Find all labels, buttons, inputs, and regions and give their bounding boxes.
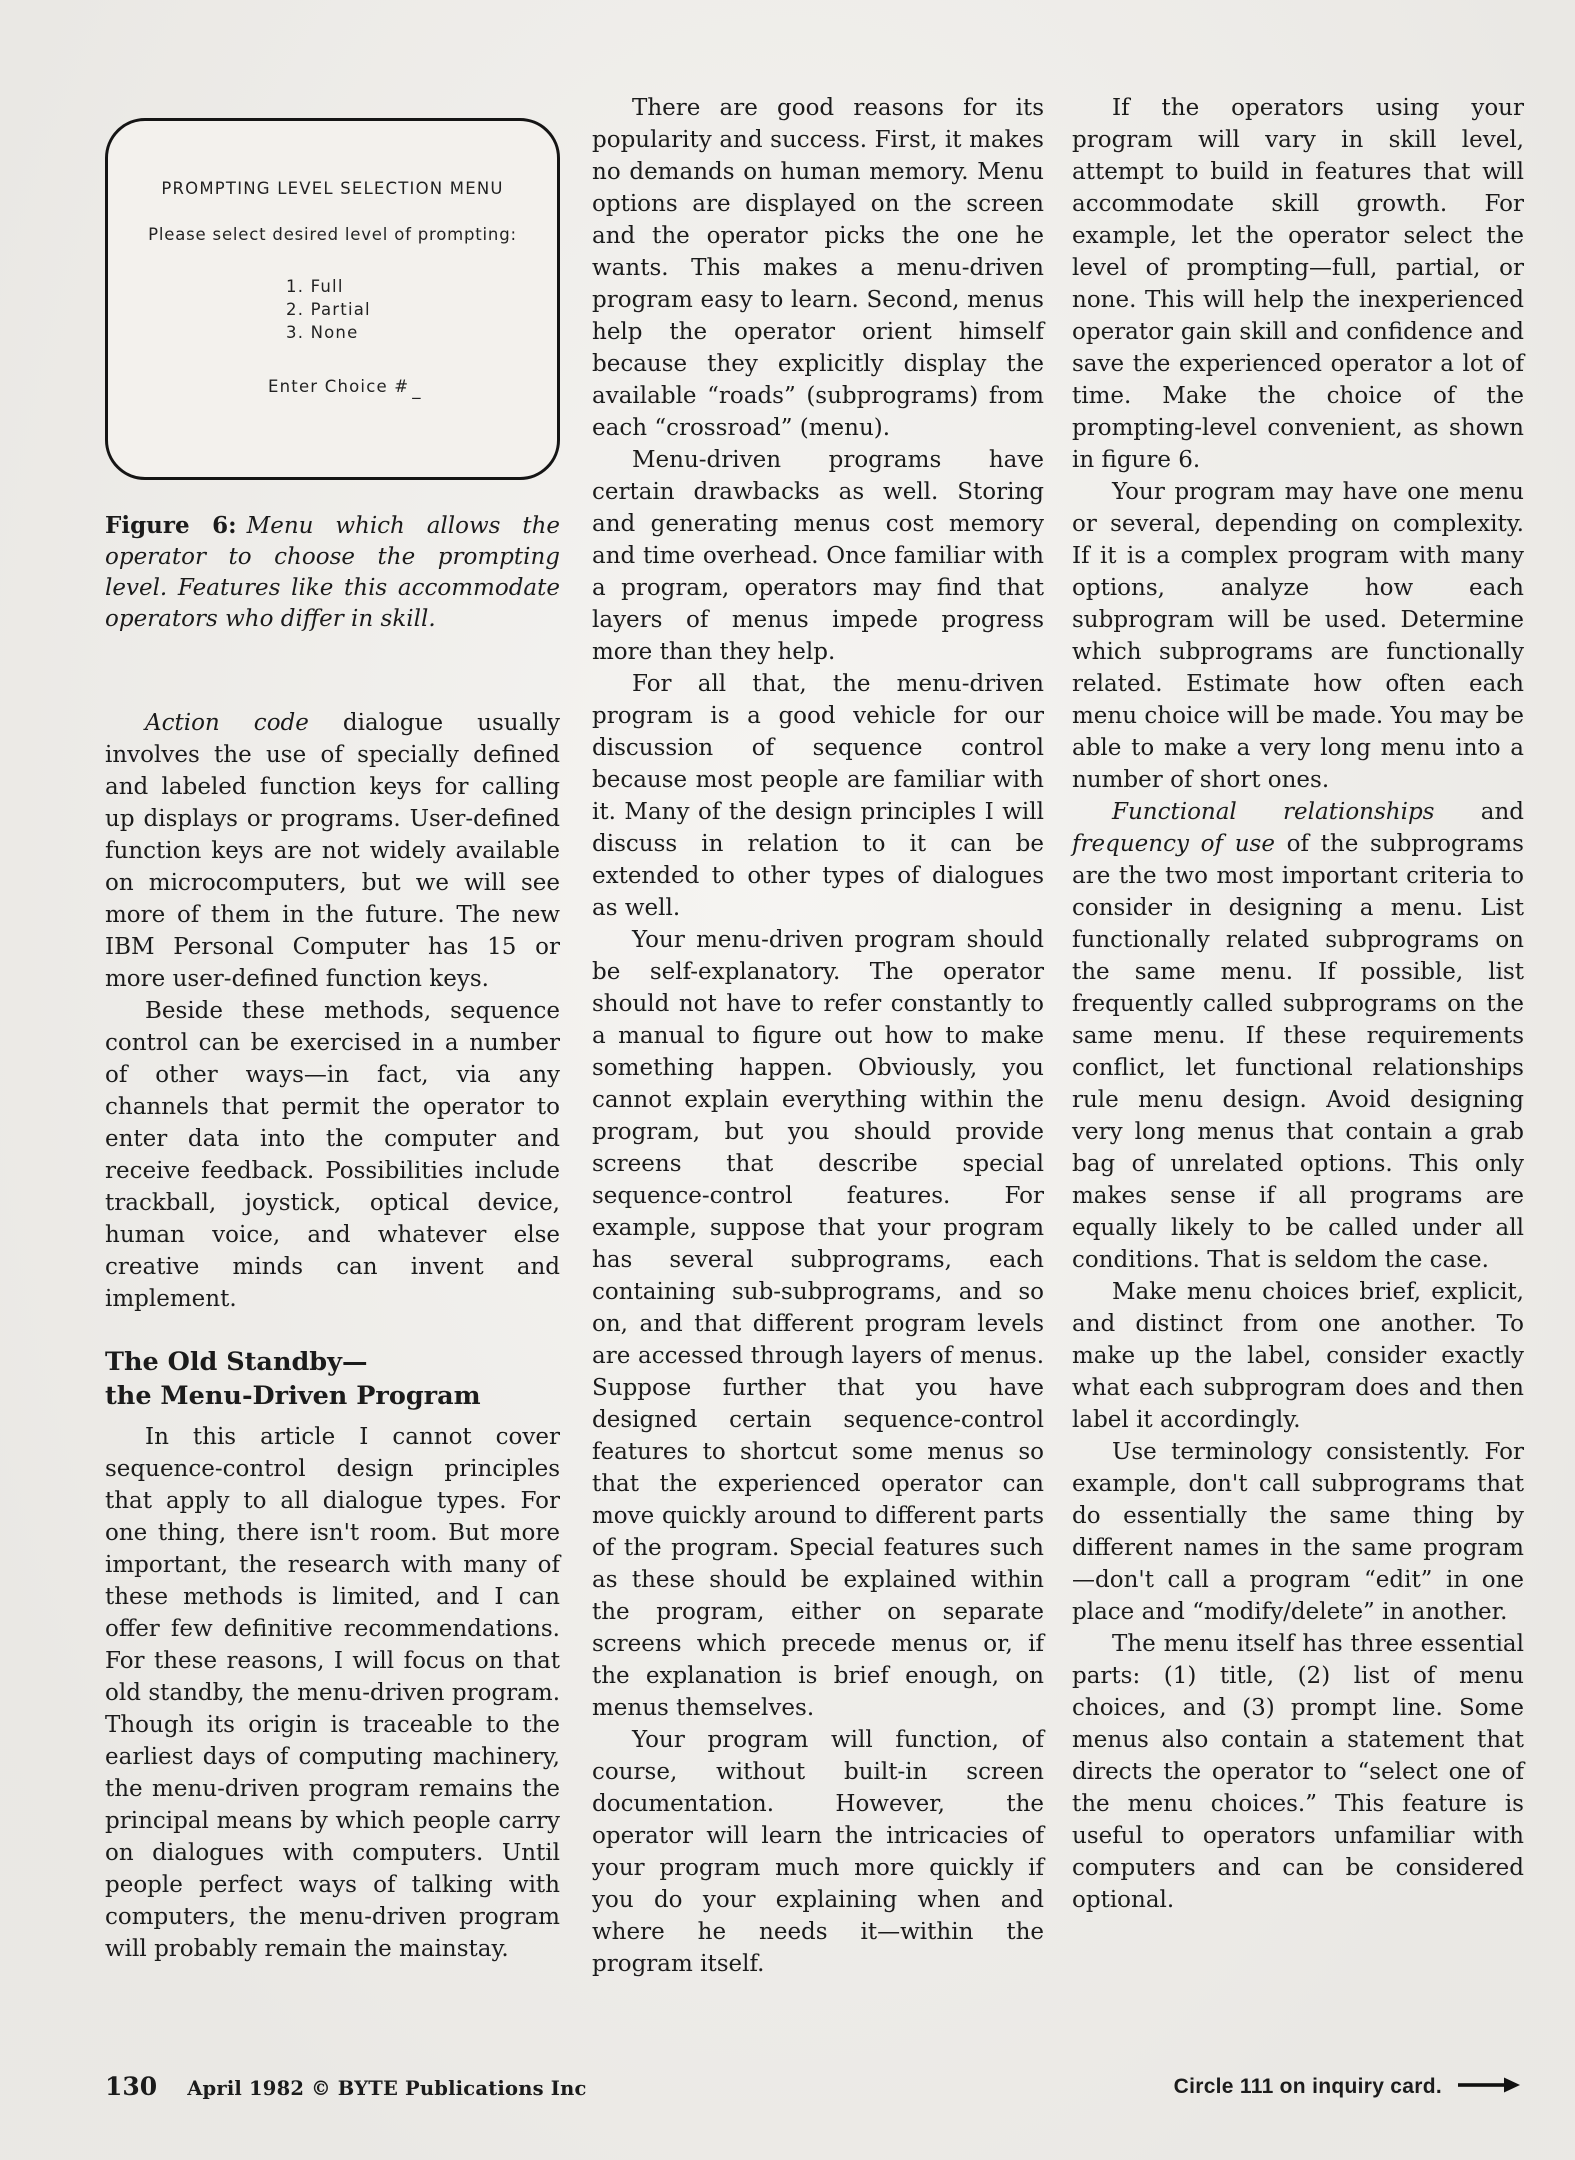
column-right bbox=[1072, 92, 1524, 1916]
paragraph-drawbacks: Menu-driven programs have certain drawbacks as well. Storing and generating menus cost memory and time overhead. Once familiar with a program, operators may find that layers of menus impede progress more than they help. bbox=[592, 447, 1044, 665]
menu-instruction: Please select desired level of prompting: bbox=[148, 225, 517, 244]
right-arrow-icon bbox=[1458, 2075, 1520, 2099]
page-footer bbox=[105, 2072, 1520, 2101]
italic-lead-2: frequency of use bbox=[1072, 831, 1275, 857]
paragraph-good-reasons: There are good reasons for its popularity and success. First, it makes no demands on human memory. Menu options are displayed on the screen and the operator picks the one he wants. This makes a menu-driven program easy to learn. Second, menus help the operator orient himself because they explicitly display the available “roads” (subprograms) from each “crossroad” (menu). bbox=[592, 95, 1044, 441]
heading-line-1: The Old Standby— bbox=[105, 1347, 368, 1377]
paragraph-text: and bbox=[1434, 799, 1524, 825]
paragraph-functional-relationships bbox=[1072, 796, 1524, 1276]
page-number: 130 bbox=[105, 2072, 158, 2101]
italic-lead: Action code bbox=[145, 710, 309, 736]
paragraph-beside-methods: Beside these methods, sequence control can be exercised in a number of other ways—in fact, via any channels that permit the operator to enter data into the computer and receive feedback. Possibilities include trackball, joystick, optical device, human voice, and whatever else creative minds can invent and implement. bbox=[105, 998, 560, 1312]
footer-right bbox=[1174, 2075, 1520, 2099]
figure-caption-label: Figure 6: bbox=[105, 512, 237, 539]
figure-menu-screen bbox=[105, 118, 560, 480]
menu-option-full: 1. Full bbox=[286, 277, 344, 296]
paragraph-skill-level: If the operators using your program will vary in skill level, attempt to build in features that will accommodate skill growth. For example, let the operator select the level of prompting—full, partial, or none. This will help the inexperienced operator gain skill and confidence and save the experienced operator a lot of time. Make the choice of the prompting-level convenient, as shown in figure 6. bbox=[1072, 95, 1524, 473]
paragraph-text: of the subprograms are the two most important criteria to consider in designing a menu. List functionally related subprograms on the same menu. If possible, list frequently called subprograms on the same menu. If these requirements conflict, let functional relationships rule menu design. Avoid designing very long menus that contain a grab bag of unrelated options. This only makes sense if all programs are equally likely to be called under all conditions. That is seldom the case. bbox=[1072, 831, 1524, 1273]
section-heading bbox=[105, 1345, 560, 1413]
circle-inquiry-text: Circle 111 on inquiry card. bbox=[1173, 2074, 1442, 2098]
paragraph-text: dialogue usually involves the use of specially defined and labeled function keys for calling up displays or programs. User-defined function keys are not widely available on microcomputers, but we will see more of them in the future. The new IBM Personal Computer has 15 or more user-defined function keys. bbox=[105, 710, 560, 992]
paragraph-three-essential-parts: The menu itself has three essential parts: (1) title, (2) list of menu choices, and (3) prompt line. Some menus also contain a statement that directs the operator to “select one of the menu choices.” This feature is useful to operators unfamiliar with computers and can be considered optional. bbox=[1072, 1631, 1524, 1913]
paragraph-self-explanatory: Your menu-driven program should be self-explanatory. The operator should not have to refer constantly to a manual to figure out how to make something happen. Obviously, you cannot explain everything within the program, but you should provide screens that describe special sequence-control features. For example, suppose that your program has several subprograms, each containing sub-subprograms, and so on, and that different program levels are accessed through layers of menus. Suppose further that you have designed certain sequence-control features to shortcut some menus so that the experienced operator can move quickly around to different parts of the program. Special features such as these should be explained within the program, either on separate screens which precede menus or, if the explanation is brief enough, on menus themselves. bbox=[592, 927, 1044, 1721]
paragraph-will-function: Your program will function, of course, without built-in screen documentation. However, the operator will learn the intricacies of your program much more quickly if you do your explaining when and where he needs it—within the program itself. bbox=[592, 1727, 1044, 1977]
figure-caption bbox=[105, 510, 560, 635]
italic-lead: Functional relationships bbox=[1112, 799, 1435, 825]
cursor-underscore: _ bbox=[412, 380, 422, 399]
paragraph-action-code bbox=[105, 707, 560, 995]
menu-title: PROMPTING LEVEL SELECTION MENU bbox=[161, 179, 504, 198]
menu-prompt-line bbox=[268, 371, 557, 403]
paragraph-one-menu-or-several: Your program may have one menu or several, depending on complexity. If it is a complex program with many options, analyze how each subprogram will be used. Determine which subprograms are functionally related. Estimate how often each menu choice will be made. You may be able to make a very long menu into a number of short ones. bbox=[1072, 479, 1524, 793]
paragraph-menu-choices-brief: Make menu choices brief, explicit, and distinct from one another. To make up the label, consider exactly what each subprogram does and then label it accordingly. bbox=[1072, 1279, 1524, 1433]
menu-option-none: 3. None bbox=[286, 323, 359, 342]
paragraph-for-all-that: For all that, the menu-driven program is a good vehicle for our discussion of sequence control because most people are familiar with it. Many of the design principles I will discuss in relation to it can be extended to other types of dialogues as well. bbox=[592, 671, 1044, 921]
figure-6 bbox=[105, 118, 560, 635]
column-left bbox=[105, 118, 560, 1965]
column-middle bbox=[592, 92, 1044, 1980]
paragraph-terminology: Use terminology consistently. For example, don't call subprograms that do essentially the same thing by different names in the same program—don't call a program “edit” in one place and “modify/delete” in another. bbox=[1072, 1439, 1524, 1625]
menu-options bbox=[286, 275, 557, 344]
menu-prompt-text: Enter Choice # bbox=[268, 377, 410, 396]
heading-line-2: the Menu-Driven Program bbox=[105, 1381, 481, 1411]
paragraph-in-this-article: In this article I cannot cover sequence-control design principles that apply to all dialogue types. For one thing, there isn't room. But more important, the research with many of these methods is limited, and I can offer few definitive recommendations. For these reasons, I will focus on that old standby, the menu-driven program. Though its origin is traceable to the earliest days of computing machinery, the menu-driven program remains the principal means by which people carry on dialogues with computers. Until people perfect ways of talking with computers, the menu-driven program will probably remain the mainstay. bbox=[105, 1424, 560, 1962]
publication-credit: April 1982 © BYTE Publications Inc bbox=[187, 2077, 587, 2100]
figure-caption-text: Menu which allows the operator to choose the prompting level. Features like this accommodate operators who differ in skill. bbox=[105, 513, 561, 632]
footer-left bbox=[105, 2072, 587, 2101]
menu-option-partial: 2. Partial bbox=[286, 300, 371, 319]
